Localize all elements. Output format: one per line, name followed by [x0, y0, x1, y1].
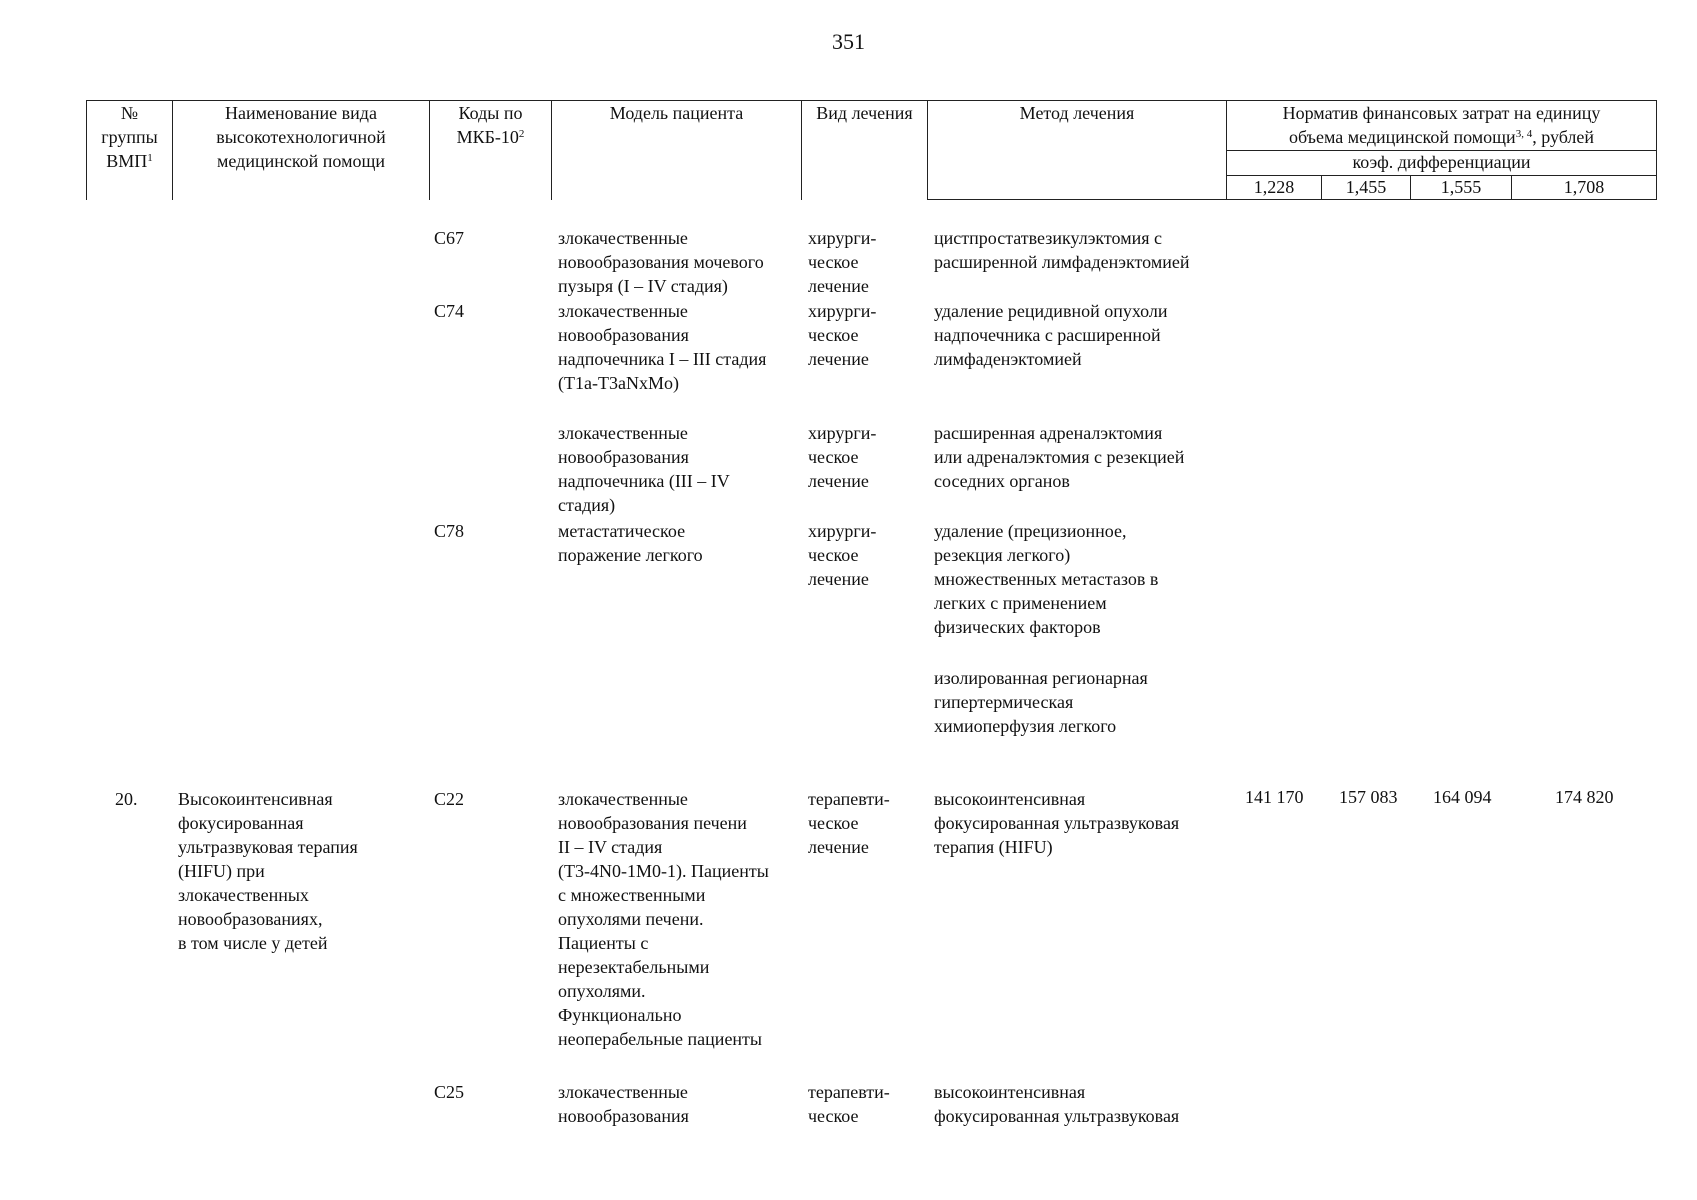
row-c74b-type: хирурги- ческое лечение — [808, 423, 877, 491]
row-c67-model: злокачественные новообразования мочевого пузыря (I – IV стадия) — [558, 228, 764, 296]
row-20-group-no: 20. — [115, 789, 138, 809]
row-c74-code: C74 — [434, 301, 465, 321]
row-20-norm-3: 164 094 — [1433, 787, 1492, 807]
header-codes: Коды по МКБ-$10^2$ — [430, 101, 552, 200]
row-20-method: высокоинтенсивная фокусированная ультразвуковая терапия (HIFU) — [934, 789, 1180, 857]
row-c78-model: метастатическое поражение легкого — [558, 521, 703, 565]
header-coef-1: 1,228 — [1227, 176, 1322, 200]
header-coef-4: 1,708 — [1512, 176, 1657, 200]
row-c78-method: удаление (прецизионное, резекция легкого) множественных метастазов в легких с применением физических факторов — [934, 521, 1159, 637]
header-group-no: № группы ВМП$^1$ — [87, 101, 173, 200]
row-20-code: C22 — [434, 789, 465, 809]
page-number: 351 — [832, 29, 865, 54]
row-20-model: злокачественные новообразования печени II – IV стадия (T3-4N0-1M0-1). Пациенты с множественными опухолями печени. Пациенты с нерезектабельными опухолями. Функционально неоперабельные пациенты — [558, 789, 769, 1049]
row-c74-type: хирурги- ческое лечение — [808, 301, 877, 369]
row-c25-method: высокоинтенсивная фокусированная ультразвуковая — [934, 1082, 1180, 1126]
header-treatment-type: Вид лечения — [802, 101, 928, 200]
header-coef-label: коэф. дифференциации — [1227, 151, 1657, 176]
row-20-norm-4: 174 820 — [1555, 787, 1614, 807]
row-c74-method: удаление рецидивной опухоли надпочечника с расширенной лимфаденэктомией — [934, 301, 1168, 369]
row-c78-method-2: изолированная регионарная гипертермическая химиоперфузия легкого — [934, 668, 1148, 736]
row-c67-type: хирурги- ческое лечение — [808, 228, 877, 296]
header-norm: Норматив финансовых затрат на единицу объема медицинской помощи$^{3, 4}$, рублей — [1227, 101, 1657, 151]
row-c78-code: C78 — [434, 521, 465, 541]
row-c78-type: хирурги- ческое лечение — [808, 521, 877, 589]
table-header — [86, 100, 1657, 200]
row-c67-method: цистпростатвезикулэктомия с расширенной лимфаденэктомией — [934, 228, 1190, 272]
row-c25-model: злокачественные новообразования — [558, 1082, 689, 1126]
header-name: Наименование вида высокотехнологичной медицинской помощи — [173, 101, 430, 200]
header-method: Метод лечения — [928, 101, 1227, 200]
row-20-norm-2: 157 083 — [1339, 787, 1398, 807]
row-c67-code: C67 — [434, 228, 465, 248]
header-patient-model: Модель пациента — [552, 101, 802, 200]
row-c25-type: терапевти- ческое — [808, 1082, 890, 1126]
row-c25-code: C25 — [434, 1082, 465, 1102]
row-c74b-model: злокачественные новообразования надпочечника (III – IV стадия) — [558, 423, 730, 515]
header-coef-2: 1,455 — [1322, 176, 1411, 200]
row-20-norm-1: 141 170 — [1245, 787, 1304, 807]
row-20-name: Высокоинтенсивная фокусированная ультразвуковая терапия (HIFU) при злокачественных новообразованиях, в том числе у детей — [178, 789, 358, 953]
row-20-type: терапевти- ческое лечение — [808, 789, 890, 857]
row-c74-model: злокачественные новообразования надпочечника I – III стадия (T1a-T3aNxMo) — [558, 301, 767, 393]
header-coef-3: 1,555 — [1411, 176, 1512, 200]
row-c74b-method: расширенная адреналэктомия или адреналэктомия с резекцией соседних органов — [934, 423, 1185, 491]
